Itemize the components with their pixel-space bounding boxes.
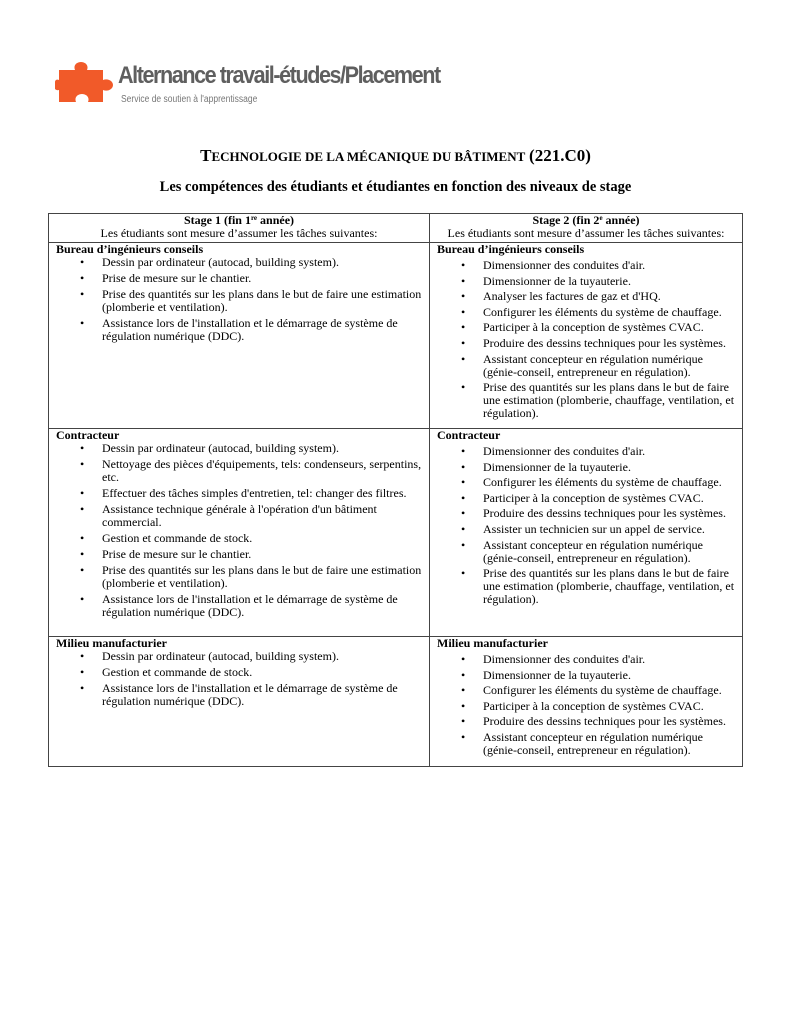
list-item: • Produire des dessins techniques pour les systèmes. [483, 337, 735, 350]
table-row [49, 637, 743, 767]
list-item: • Dimensionner des conduites d'air. [483, 445, 735, 458]
list-item: • Prise des quantités sur les plans dans le but de faire une estimation (plomberie, chauffage, ventilation, et régulation). [483, 381, 735, 420]
list-item: • Configurer les éléments du système de chauffage. [483, 476, 735, 489]
list-item: • Dessin par ordinateur (autocad, building system). [102, 256, 422, 269]
stage2-intro: Les étudiants sont mesure d’assumer les tâches suivantes: [447, 226, 725, 240]
list-item: • Configurer les éléments du système de chauffage. [483, 306, 735, 319]
list-item: • Participer à la conception de systèmes CVAC. [483, 700, 735, 713]
puzzle-piece-icon [55, 62, 115, 106]
stage1-cell [49, 243, 430, 429]
task-list [56, 256, 422, 343]
list-item: • Produire des dessins techniques pour les systèmes. [483, 715, 735, 728]
list-item: • Assister un technicien sur un appel de service. [483, 523, 735, 536]
list-item: • Dimensionner des conduites d'air. [483, 653, 735, 666]
list-item: • Gestion et commande de stock. [102, 666, 422, 679]
list-item: • Assistant concepteur en régulation numérique (génie-conseil, entrepreneur en régulation). [483, 353, 735, 379]
list-item: • Assistant concepteur en régulation numérique (génie-conseil, entrepreneur en régulation). [483, 731, 735, 757]
task-list [56, 650, 422, 708]
list-item: • Assistance lors de l'installation et le démarrage de système de régulation numérique (DDC). [102, 317, 422, 343]
list-item: • Assistance technique générale à l'opération d'un bâtiment commercial. [102, 503, 422, 529]
list-item: • Participer à la conception de systèmes CVAC. [483, 321, 735, 334]
stage2-header: Stage 2 (fin 2e année) Les étudiants sont mesure d’assumer les tâches suivantes: [430, 214, 743, 243]
table-header-row [49, 214, 743, 243]
list-item: • Dimensionner de la tuyauterie. [483, 669, 735, 682]
stage1-header: Stage 1 (fin 1re année) Les étudiants sont mesure d’assumer les tâches suivantes: [49, 214, 430, 243]
stage1-intro: Les étudiants sont mesure d’assumer les tâches suivantes: [100, 226, 378, 240]
list-item: • Gestion et commande de stock. [102, 532, 422, 545]
section-heading: Contracteur [437, 428, 501, 442]
stage2-cell [430, 637, 743, 767]
task-list [56, 442, 422, 619]
table-row [49, 429, 743, 637]
list-item: • Dessin par ordinateur (autocad, building system). [102, 442, 422, 455]
list-item: • Effectuer des tâches simples d'entretien, tel: changer des filtres. [102, 487, 422, 500]
list-item: • Dimensionner de la tuyauterie. [483, 461, 735, 474]
list-item: • Nettoyage des pièces d'équipements, tels: condenseurs, serpentins, etc. [102, 458, 422, 484]
section-heading: Milieu manufacturier [56, 636, 167, 650]
list-item: • Prise de mesure sur le chantier. [102, 548, 422, 561]
list-item: • Assistance lors de l'installation et le démarrage de système de régulation numérique (DDC). [102, 593, 422, 619]
stage2-cell [430, 429, 743, 637]
table-row [49, 243, 743, 429]
list-item: • Prise de mesure sur le chantier. [102, 272, 422, 285]
stage1-cell [49, 429, 430, 637]
list-item: • Produire des dessins techniques pour les systèmes. [483, 507, 735, 520]
list-item: • Dessin par ordinateur (autocad, building system). [102, 650, 422, 663]
list-item: • Participer à la conception de systèmes CVAC. [483, 492, 735, 505]
stage2-cell [430, 243, 743, 429]
list-item: • Assistance lors de l'installation et le démarrage de système de régulation numérique (DDC). [102, 682, 422, 708]
list-item: • Dimensionner de la tuyauterie. [483, 275, 735, 288]
logo-subtitle: Service de soutien à l'apprentissage [121, 94, 258, 105]
logo [55, 60, 440, 110]
stage1-cell [49, 637, 430, 767]
task-list [437, 445, 735, 606]
list-item: • Analyser les factures de gaz et d'HQ. [483, 290, 735, 303]
document-subtitle: Les compétences des étudiants et étudiantes en fonction des niveaux de stage [159, 179, 632, 195]
task-list [437, 653, 735, 757]
competence-table [48, 213, 743, 767]
section-heading: Milieu manufacturier [437, 636, 548, 650]
list-item: • Assistant concepteur en régulation numérique (génie-conseil, entrepreneur en régulation). [483, 539, 735, 565]
task-list [437, 259, 735, 420]
list-item: • Prise des quantités sur les plans dans le but de faire une estimation (plomberie, chauffage, ventilation, et régulation). [483, 567, 735, 606]
document-title: TECHNOLOGIE DE LA MÉCANIQUE DU BÂTIMENT (221.C0) [200, 146, 591, 165]
list-item: • Prise des quantités sur les plans dans le but de faire une estimation (plomberie et ventilation). [102, 288, 422, 314]
section-heading: Bureau d’ingénieurs conseils [437, 242, 585, 256]
section-heading: Contracteur [56, 428, 120, 442]
list-item: • Configurer les éléments du système de chauffage. [483, 684, 735, 697]
section-heading: Bureau d’ingénieurs conseils [56, 242, 204, 256]
list-item: • Dimensionner des conduites d'air. [483, 259, 735, 272]
logo-title: Alternance travail-études/Placement [118, 62, 440, 89]
list-item: • Prise des quantités sur les plans dans le but de faire une estimation (plomberie et ventilation). [102, 564, 422, 590]
